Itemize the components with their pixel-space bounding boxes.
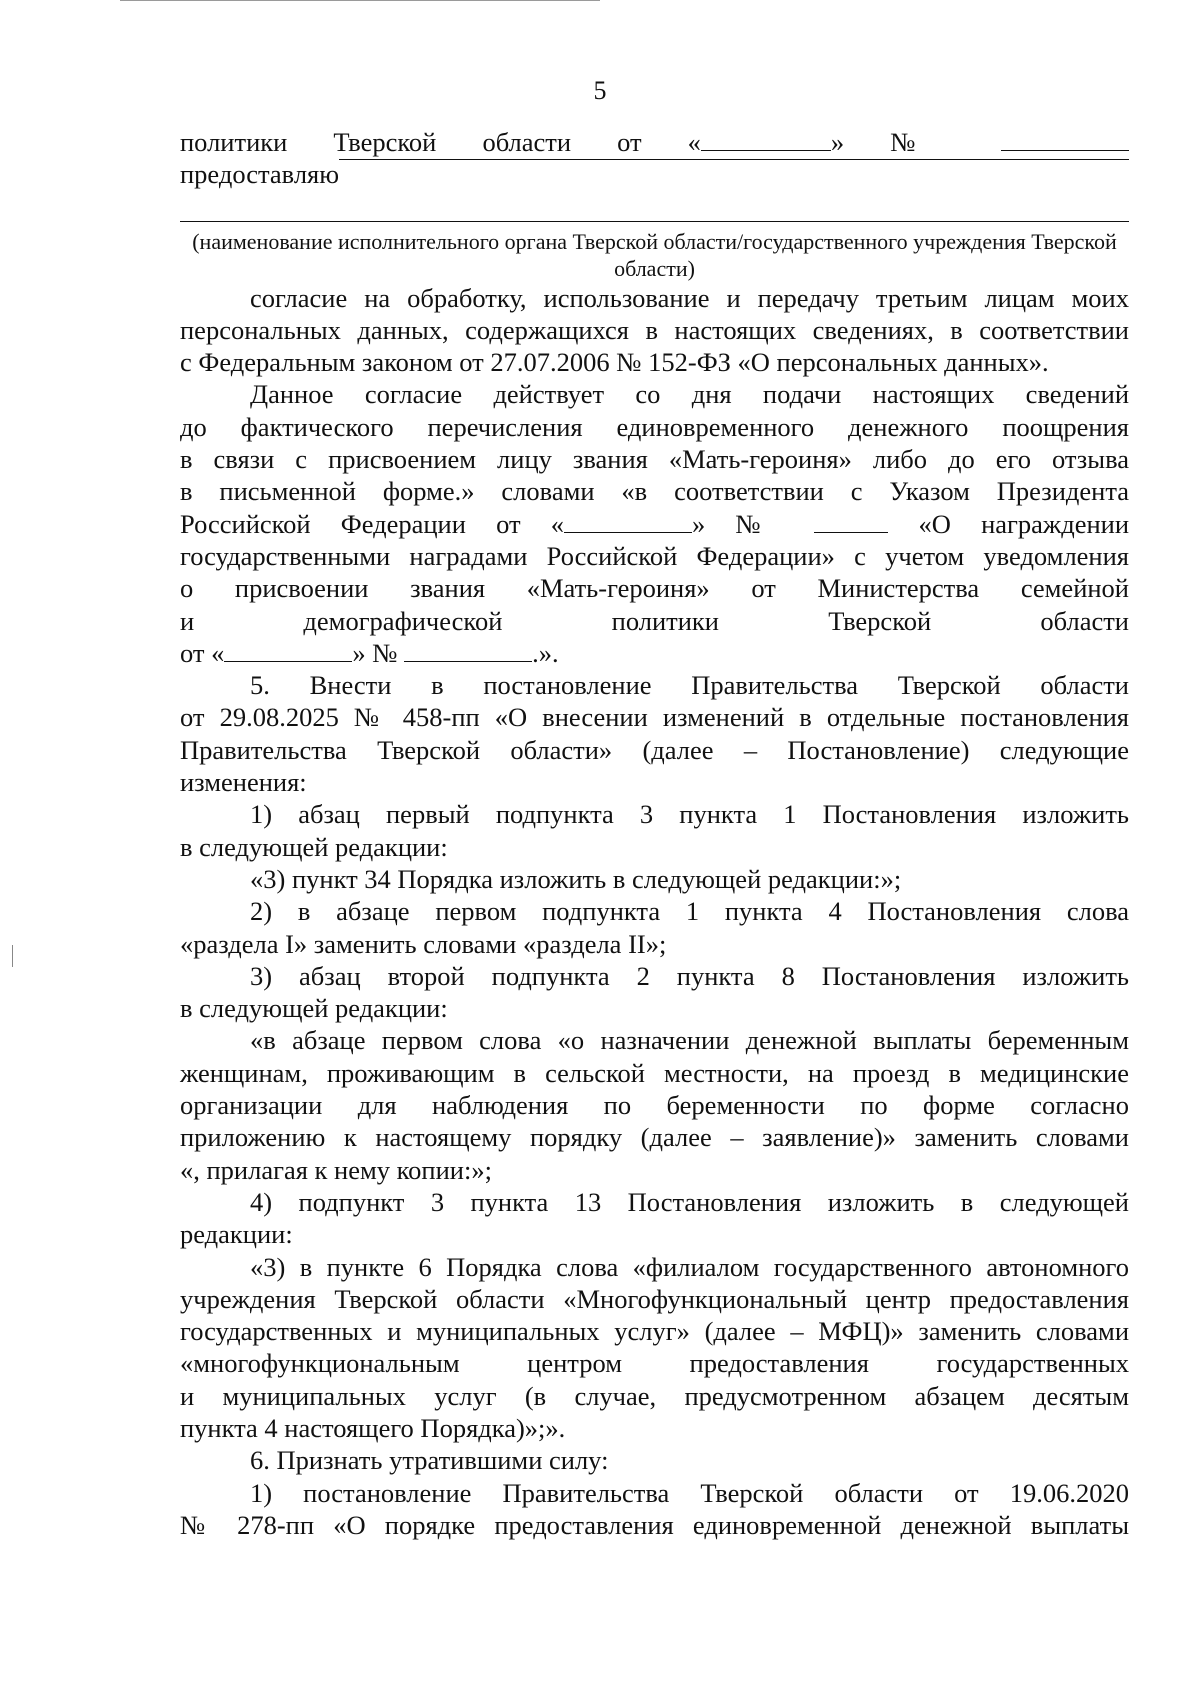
text-fragment: от « bbox=[180, 637, 225, 668]
text-fragment: от bbox=[617, 127, 642, 157]
paragraph-line: с Федеральным законом от 27.07.2006 № 152-ФЗ «О персональных данных». bbox=[180, 347, 1049, 378]
paragraph-line: и демографической политики Тверской области bbox=[180, 605, 1129, 636]
number-blank bbox=[1001, 149, 1129, 151]
paragraph-line: «3) в пункте 6 Порядка слова «филиалом государственного автономного bbox=[250, 1251, 1129, 1282]
paragraph-line: государственными наградами Российской Федерации» с учетом уведомления bbox=[180, 540, 1129, 571]
paragraph-line: 1) абзац первый подпункта 3 пункта 1 Постановления изложить bbox=[250, 799, 1129, 830]
paragraph-line: «3) пункт 34 Порядка изложить в следующей редакции:»; bbox=[250, 863, 902, 894]
paragraph-line: «в абзаце первом слова «о назначении денежной выплаты беременным bbox=[250, 1025, 1129, 1056]
paragraph-line: 3) абзац второй подпункта 2 пункта 8 Постановления изложить bbox=[250, 960, 1129, 991]
scan-margin-mark bbox=[12, 945, 13, 967]
paragraph-line: «раздела I» заменить словами «раздела II»; bbox=[180, 928, 667, 959]
text-fragment: .». bbox=[532, 637, 559, 668]
decree-line bbox=[180, 508, 1129, 540]
paragraph-line: № 278-пп «О порядке предоставления единовременной денежной выплаты bbox=[180, 1509, 1129, 1540]
paragraph-line: до фактического перечисления единовременного денежного поощрения bbox=[180, 411, 1129, 442]
paragraph-line: согласие на обработку, использование и передачу третьим лицам моих bbox=[250, 282, 1129, 313]
paragraph-line: Правительства Тверской области» (далее – Постановление) следующие bbox=[180, 734, 1129, 765]
paragraph-line: в связи с присвоением лицу звания «Мать-героиня» либо до его отзыва bbox=[180, 444, 1129, 475]
provide-line bbox=[180, 158, 1129, 190]
text-fragment: предоставляю bbox=[180, 159, 340, 190]
paragraph-line: в письменной форме.» словами «в соответствии с Указом Президента bbox=[180, 476, 1129, 507]
organ-blank-line bbox=[180, 191, 1129, 222]
text-fragment: Тверской bbox=[333, 127, 437, 157]
paragraph-line: в следующей редакции: bbox=[180, 993, 448, 1024]
paragraph-line: изменения: bbox=[180, 767, 307, 798]
paragraph-line: 5. Внести в постановление Правительства Тверской области bbox=[250, 670, 1129, 701]
paragraph-line: «, прилагая к нему копии:»; bbox=[180, 1154, 492, 1185]
paragraph-line: 6. Признать утратившими силу: bbox=[250, 1445, 609, 1476]
number-blank bbox=[404, 660, 532, 662]
text-fragment: Российской Федерации от « » № bbox=[180, 508, 785, 539]
date-blank bbox=[224, 660, 352, 662]
scan-edge-line bbox=[120, 0, 600, 1]
paragraph-line: приложению к настоящему порядку (далее – заявление)» заменить словами bbox=[180, 1122, 1129, 1153]
paragraph-line: и муниципальных услуг (в случае, предусмотренном абзацем десятым bbox=[180, 1380, 1129, 1411]
document-body bbox=[180, 126, 1129, 1541]
header-line bbox=[180, 126, 1129, 158]
paragraph-line: Данное согласие действует со дня подачи настоящих сведений bbox=[250, 379, 1129, 410]
paragraph-line: учреждения Тверской области «Многофункциональный центр предоставления bbox=[180, 1283, 1129, 1314]
text-fragment: «О награждении bbox=[918, 508, 1130, 539]
paragraph-line: «многофункциональным центром предоставления государственных bbox=[180, 1348, 1129, 1379]
notice-line bbox=[180, 637, 1129, 669]
paragraph-line: о присвоении звания «Мать-героиня» от Министерства семейной bbox=[180, 573, 1129, 604]
paragraph-line: организации для наблюдения по беременности по форме согласно bbox=[180, 1090, 1129, 1121]
number-blank bbox=[814, 531, 888, 533]
text-fragment: политики bbox=[180, 127, 288, 157]
paragraph-line: пункта 4 настоящего Порядка)»;». bbox=[180, 1412, 566, 1443]
paragraph-line: государственных и муниципальных услуг» (далее – МФЦ)» заменить словами bbox=[180, 1316, 1129, 1347]
paragraph-line: в следующей редакции: bbox=[180, 831, 448, 862]
paragraph-line: 1) постановление Правительства Тверской области от 19.06.2020 bbox=[250, 1477, 1129, 1508]
paragraph-line: редакции: bbox=[180, 1219, 293, 1250]
text-fragment: области bbox=[482, 127, 572, 157]
page-number: 5 bbox=[593, 76, 607, 105]
paragraph-line: 2) в абзаце первом подпункта 1 пункта 4 Постановления слова bbox=[250, 896, 1129, 927]
organ-blank bbox=[339, 158, 1129, 160]
date-blank: « » bbox=[687, 127, 845, 157]
organ-caption: (наименование исполнительного органа Тверской области/государственного учреждения Тверской области) bbox=[192, 228, 1117, 281]
paragraph-line: женщинам, проживающим в сельской местности, на проезд в медицинские bbox=[180, 1057, 1129, 1088]
paragraph-line: 4) подпункт 3 пункта 13 Постановления изложить в следующей bbox=[250, 1186, 1129, 1217]
paragraph-line: от 29.08.2025 № 458-пп «О внесении изменений в отдельные постановления bbox=[180, 702, 1129, 733]
number-sign: № bbox=[890, 127, 955, 157]
text-fragment: » № bbox=[352, 637, 398, 668]
paragraph-line: персональных данных, содержащихся в настоящих сведениях, в соответствии bbox=[180, 314, 1129, 345]
